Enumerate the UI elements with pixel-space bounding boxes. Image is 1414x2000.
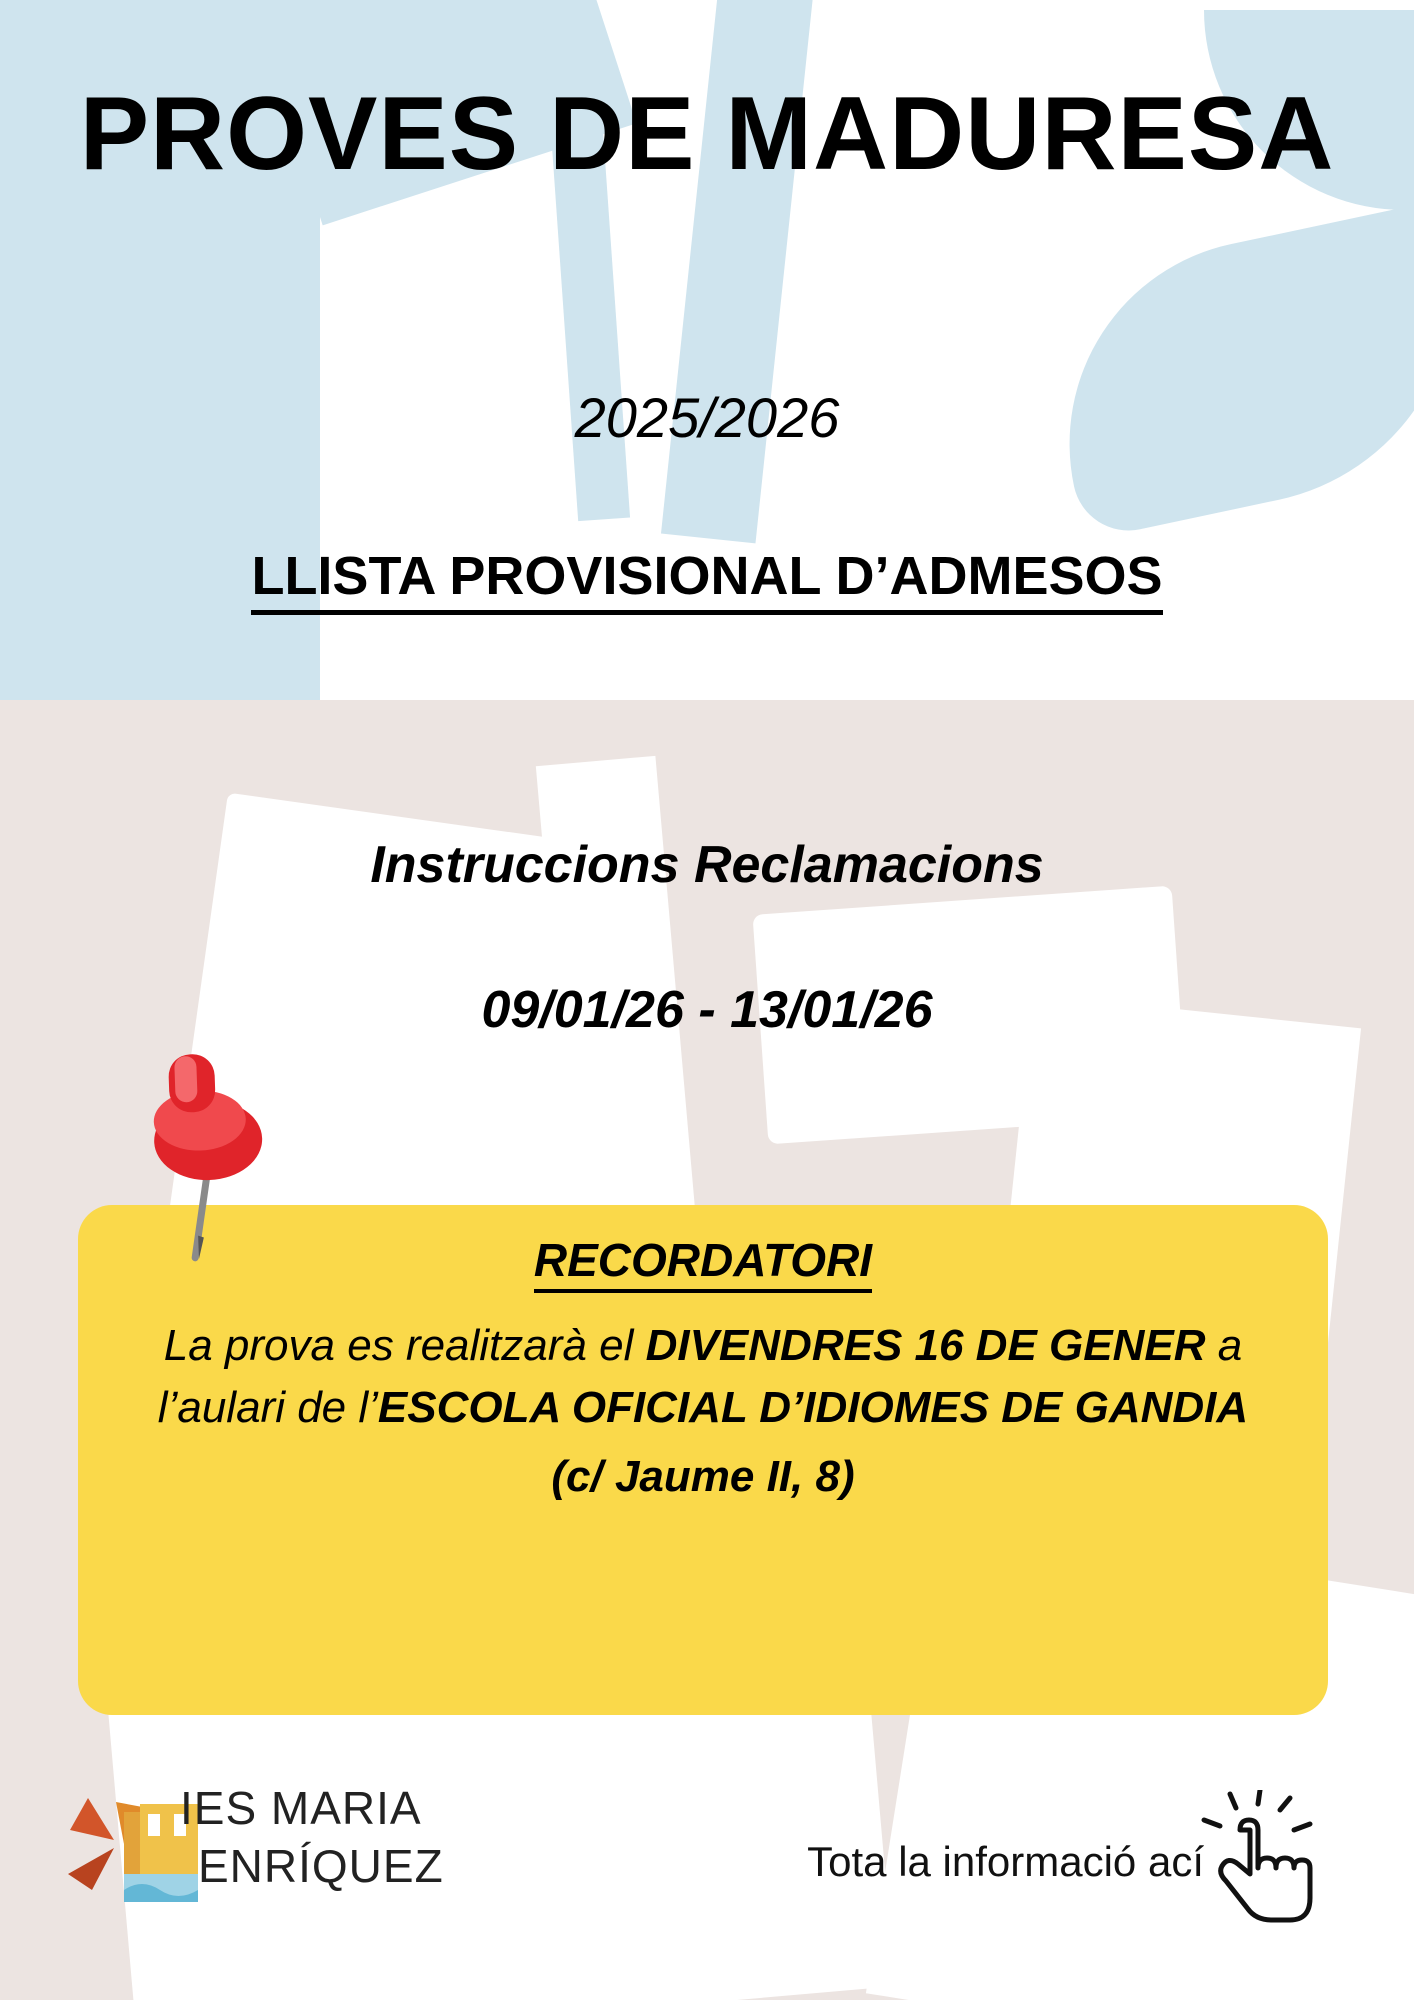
school-name [180, 1780, 510, 1895]
reminder-text-b: a l’aulari de l’ [157, 1321, 1243, 1433]
reminder-text-place: ESCOLA OFICIAL D’IDIOMES DE GANDIA [377, 1383, 1249, 1433]
instructions-title: Instruccions Reclamacions [370, 836, 1044, 894]
poster-year: 2025/2026 [574, 386, 840, 449]
info-link-text[interactable]: Tota la informació ací [807, 1838, 1204, 1885]
reminder-body [122, 1315, 1284, 1508]
reminder-card [78, 1205, 1328, 1715]
reminder-text-address: (c/ Jaume II, 8) [551, 1451, 855, 1501]
reminder-text-a: La prova es realitzarà el [163, 1321, 646, 1370]
poster-headline-text: LLISTA PROVISIONAL D’ADMESOS [251, 546, 1162, 615]
reminder-text-date: DIVENDRES 16 DE GENER [645, 1321, 1206, 1370]
poster-headline [0, 545, 1414, 607]
school-name-line2: ENRÍQUEZ [198, 1839, 444, 1892]
pushpin-icon [118, 1045, 298, 1275]
instructions-dates: 09/01/26 - 13/01/26 [481, 981, 933, 1039]
click-hand-icon[interactable] [1196, 1790, 1326, 1940]
school-name-line1: IES MARIA [180, 1782, 422, 1834]
poster-title: PROVES DE MADURESA [79, 76, 1335, 192]
reminder-title: RECORDATORI [534, 1233, 872, 1293]
